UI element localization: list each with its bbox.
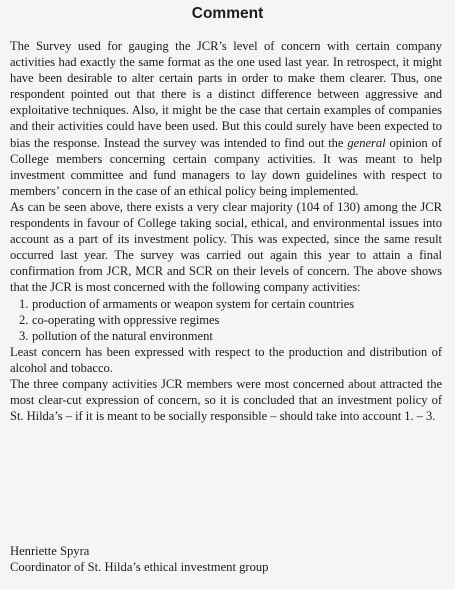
paragraph-1-text: The Survey used for gauging the JCR’s level of concern with certain company activities had exactly the same format as the one used last year. In retrospect, it might have been desirable to alter certain parts in order to make them clearer. Thus, one respondent pointed out that there is a distinct difference between aggressive and exploitative techniques. Also, it might be the case that certain examples of companies and their activities could have been used. But this could surely have been expected to bias the response. Instead the survey was intended to find out the bbox=[10, 39, 442, 150]
page-title: Comment bbox=[191, 5, 264, 22]
paragraph-conclusion: The three company activities JCR members were most concerned about attracted the most clear-cut expression of concern, so it is concluded that an investment policy of St. Hilda’s – if it is meant to be socially responsible – should take into account 1. – 3. bbox=[10, 376, 442, 424]
concern-list bbox=[10, 296, 442, 344]
list-item-text: co-operating with oppressive regimes bbox=[32, 312, 220, 327]
list-item-text: production of armaments or weapon system for certain countries bbox=[32, 296, 355, 311]
comment-body bbox=[10, 38, 442, 424]
list-item-number: 1. bbox=[19, 296, 29, 311]
paragraph-1-text-continued: opinion of College members concerning certain company activities. It was meant to help investment committee and fund managers to lay down guidelines with respect to members’ concern in the case of an ethical policy being implemented. bbox=[10, 135, 442, 198]
paragraph-survey-format bbox=[10, 38, 442, 199]
paragraph-least-concern: Least concern has been expressed with respect to the production and distribution of alcohol and tobacco. bbox=[10, 344, 442, 375]
list-item bbox=[10, 328, 442, 344]
list-item-number: 2. bbox=[19, 312, 29, 327]
signature-role: Coordinator of St. Hilda’s ethical investment group bbox=[10, 560, 269, 575]
list-item bbox=[10, 296, 442, 312]
emphasis-general: general bbox=[347, 135, 386, 150]
list-item bbox=[10, 312, 442, 328]
paragraph-results: As can be seen above, there exists a very clear majority (104 of 130) among the JCR respondents in favour of College taking social, ethical, and environmental issues into account as a part of its investment policy. This was expected, since the same result occurred last year. The survey was carried out again this year to attain a final confirmation from JCR, MCR and SCR on their levels of concern. The above shows that the JCR is most concerned with the following company activities: bbox=[10, 199, 442, 295]
list-item-text: pollution of the natural environment bbox=[32, 328, 213, 343]
signature-block bbox=[10, 543, 442, 575]
signature-name: Henriette Spyra bbox=[10, 544, 90, 558]
list-item-number: 3. bbox=[19, 328, 29, 343]
